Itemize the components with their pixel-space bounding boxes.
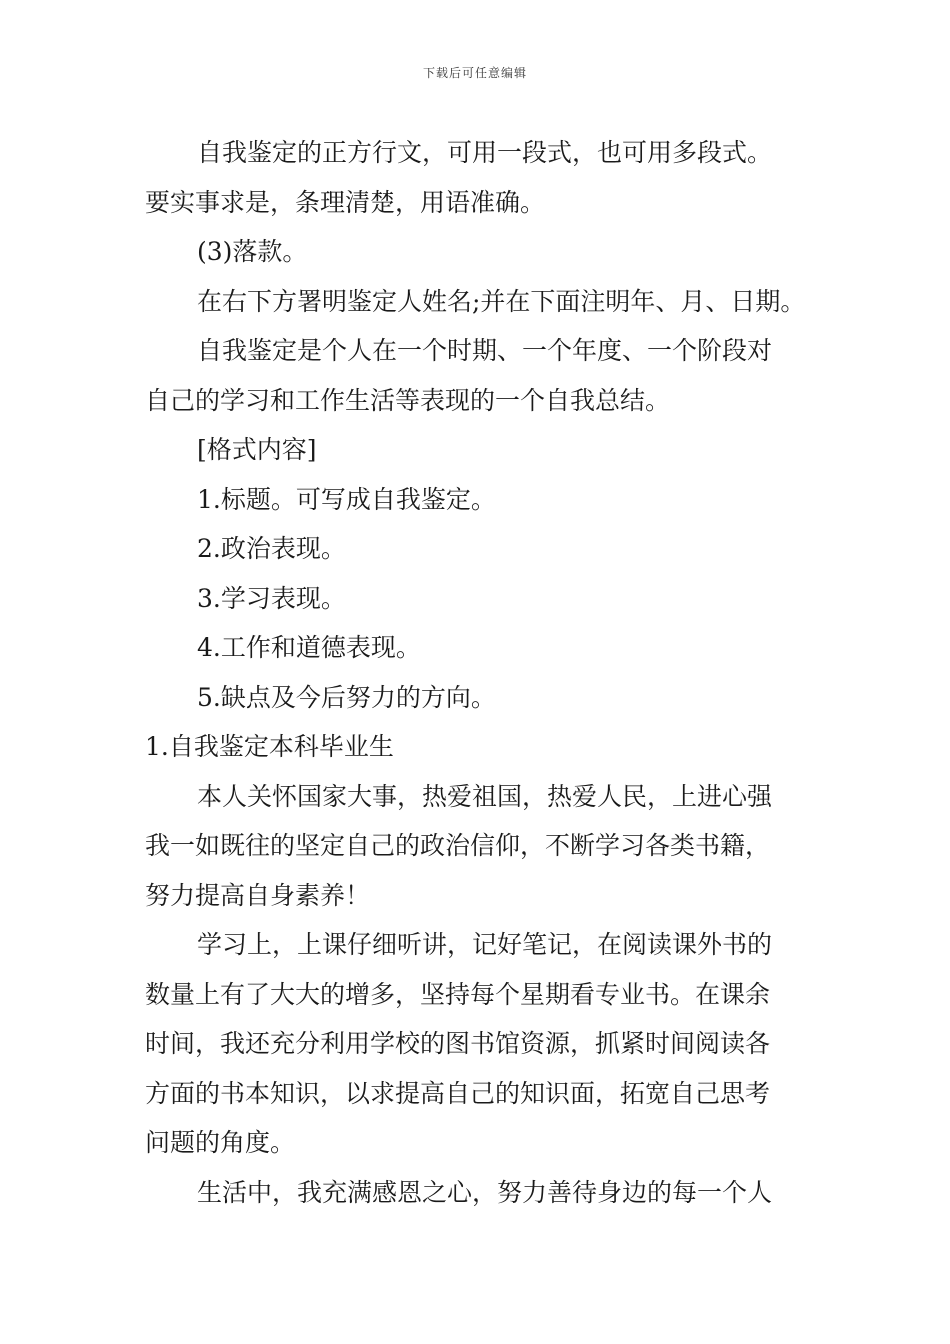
text-line: 生活中，我充满感恩之心，努力善待身边的每一个人 <box>197 1177 773 1207</box>
text-line: (3)落款。 <box>197 237 308 266</box>
text-line: 自我鉴定是个人在一个时期、一个年度、一个阶段对 <box>197 336 773 365</box>
text-line: 数量上有了大大的增多，坚持每个星期看专业书。在课余 <box>145 979 771 1009</box>
page-header-note: 下载后可任意编辑 <box>422 66 527 80</box>
text-line: 时间，我还充分利用学校的图书馆资源，抓紧时间阅读各 <box>145 1029 771 1058</box>
list-item: 4.工作和道德表现。 <box>197 633 421 662</box>
text-line: 要实事求是，条理清楚，用语准确。 <box>145 187 546 217</box>
text-line: 自己的学习和工作生活等表现的一个自我总结。 <box>145 385 671 415</box>
document-body <box>145 128 810 1217</box>
text-line: 在右下方署明鉴定人姓名;并在下面注明年、月、日期。 <box>197 286 806 316</box>
text-line: 学习上，上课仔细听讲，记好笔记，在阅读课外书的 <box>197 930 773 959</box>
list-item: 3.学习表现。 <box>197 583 346 613</box>
text-line: 我一如既往的坚定自己的政治信仰，不断学习各类书籍， <box>145 831 771 860</box>
text-line: 问题的角度。 <box>145 1128 296 1157</box>
text-line: 自我鉴定的正方行文，可用一段式，也可用多段式。 <box>197 138 773 167</box>
list-item: 5.缺点及今后努力的方向。 <box>197 682 496 712</box>
section-heading: [格式内容] <box>197 435 317 464</box>
text-line: 本人关怀国家大事，热爱祖国，热爱人民，上进心强 <box>197 781 773 811</box>
list-item: 1.标题。可写成自我鉴定。 <box>197 484 496 514</box>
text-line: 方面的书本知识，以求提高自己的知识面，拓宽自己思考 <box>145 1078 771 1108</box>
section-title: 1.自我鉴定本科毕业生 <box>145 732 394 761</box>
list-item: 2.政治表现。 <box>197 534 346 563</box>
text-line: 努力提高自身素养！ <box>145 880 371 910</box>
